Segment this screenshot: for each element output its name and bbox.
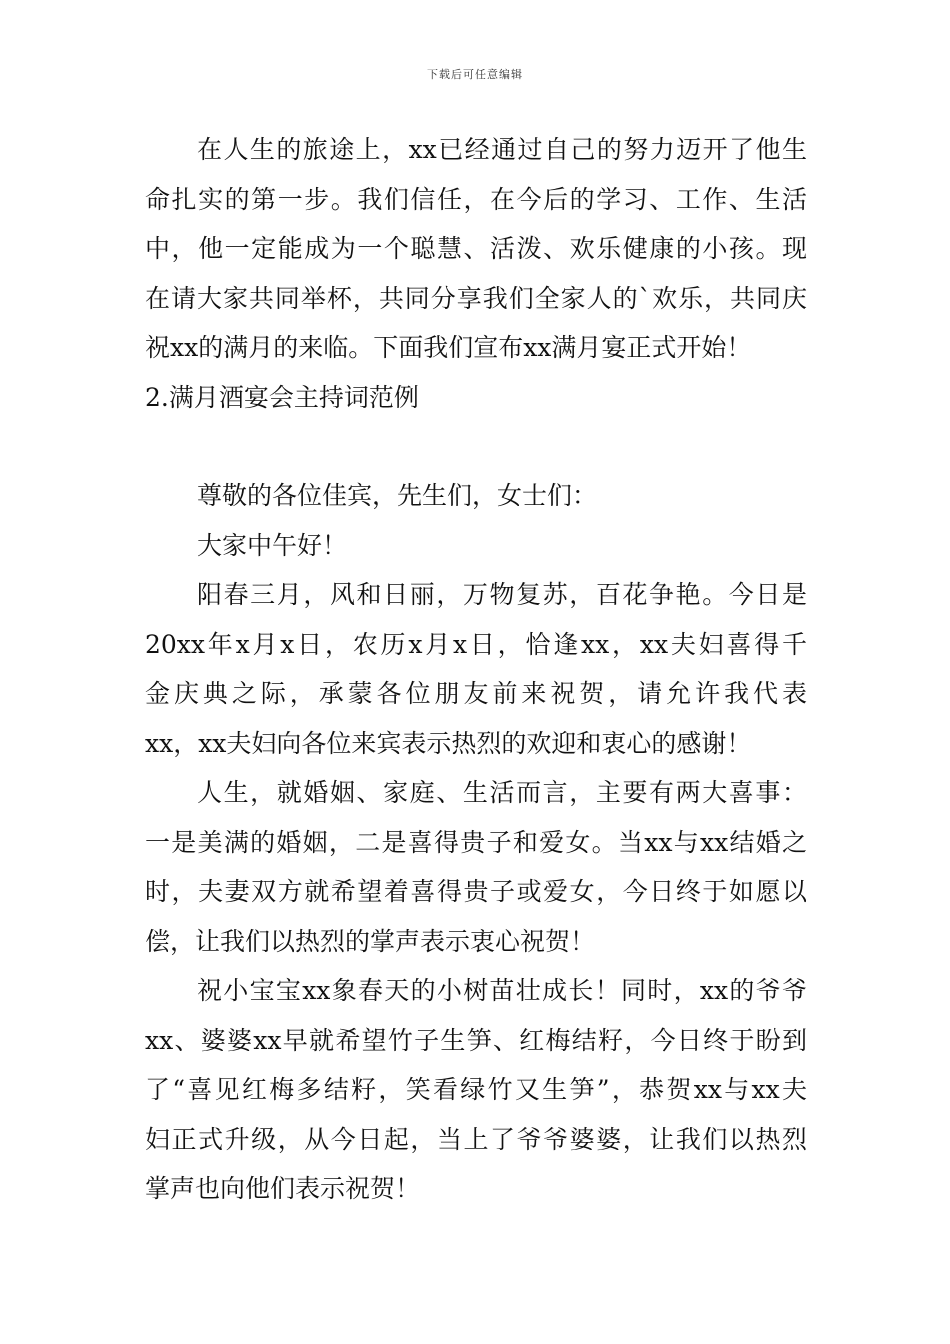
page-header-note: 下载后可任意编辑 [427,68,523,81]
section-heading: 2.满月酒宴会主持词范例 [145,382,419,412]
paragraph-line: 在人生的旅途上，xx已经通过自己的努力迈开了他生 [197,135,807,164]
paragraph-line: 一是美满的婚姻，二是喜得贵子和爱女。当xx与xx结婚之 [145,827,807,857]
paragraph-line: xx、婆婆xx早就希望竹子生笋、红梅结籽，今日终于盼到 [145,1025,807,1055]
paragraph-line: 妇正式升级，从今日起，当上了爷爷婆婆，让我们以热烈 [145,1124,807,1154]
salutation-line: 尊敬的各位佳宾，先生们，女士们： [197,481,598,510]
paragraph-line: 人生，就婚姻、家庭、生活而言，主要有两大喜事： [197,778,807,807]
paragraph-line: 阳春三月，风和日丽，万物复苏，百花争艳。今日是 [197,580,807,609]
paragraph-line: 了“喜见红梅多结籽，笑看绿竹又生笋”，恭贺xx与xx夫 [145,1075,807,1104]
paragraph-line: 20xx年x月x日，农历x月x日，恰逢xx，xx夫妇喜得千 [145,629,807,659]
paragraph-line: 中，他一定能成为一个聪慧、活泼、欢乐健康的小孩。现 [145,234,807,263]
paragraph-line: 在请大家共同举杯，共同分享我们全家人的`欢乐，共同庆 [145,283,807,313]
paragraph-line: 祝小宝宝xx象春天的小树苗壮成长！同时，xx的爷爷 [197,976,807,1005]
paragraph-line: 掌声也向他们表示祝贺！ [145,1174,421,1203]
paragraph-line: 时，夫妻双方就希望着喜得贵子或爱女，今日终于如愿以 [145,877,807,906]
paragraph-line: 偿，让我们以热烈的掌声表示衷心祝贺！ [145,926,596,956]
paragraph-line: 祝xx的满月的来临。下面我们宣布xx满月宴正式开始！ [145,333,752,362]
paragraph-line: 金庆典之际，承蒙各位朋友前来祝贺，请允许我代表 [145,679,807,708]
paragraph-line: xx，xx夫妇向各位来宾表示热烈的欢迎和衷心的感谢！ [145,728,752,758]
greeting-line: 大家中午好！ [197,530,348,560]
blank-line [145,422,807,471]
paragraph-line: 命扎实的第一步。我们信任，在今后的学习、工作、生活 [145,184,807,214]
document-body [145,125,807,1214]
